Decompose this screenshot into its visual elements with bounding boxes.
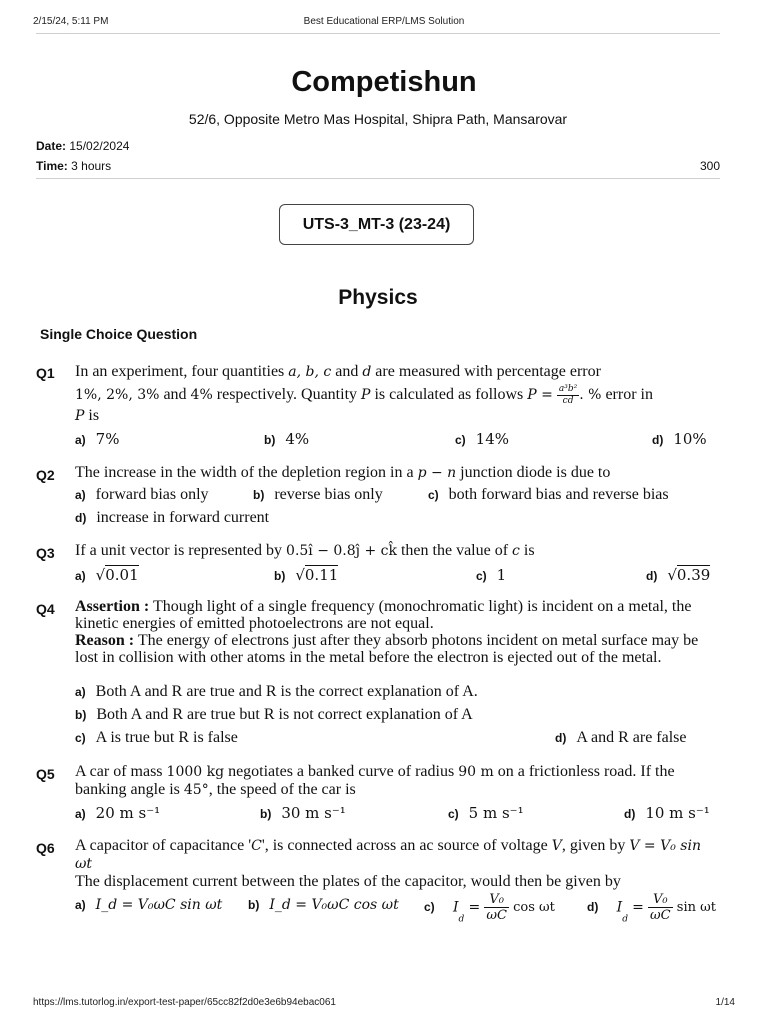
meta-divider: [36, 178, 720, 179]
option-d[interactable]: d) $I_d$ = $\frac{\text{V₀}}{\omega C}$ sin ωt: [587, 892, 716, 925]
institute-address: 52/6, Opposite Metro Mas Hospital, Shipra Path, Mansarovar: [188, 111, 568, 127]
assertion: Assertion : Though light of a single frequency (monochromatic light) is incident on a metal, the kinetic energies of emitted photoelectrons are not equal.: [75, 598, 692, 632]
question-text: [75, 598, 720, 666]
option-c[interactable]: c) 5 m s⁻¹: [448, 804, 524, 822]
reason: Reason : The energy of electrons just after they absorb photons incident on metal surface may be lost in collision with other atoms in the metal before the electron is ejected out of the metal.: [75, 632, 699, 666]
option-d[interactable]: d) A and R are false: [555, 729, 687, 746]
option-c[interactable]: c) both forward bias and reverse bias: [428, 486, 669, 503]
date-row: [36, 139, 129, 153]
option-c[interactable]: c) $I_d$ = $\frac{\text{V₀}}{\omega C}$ cos ωt: [424, 892, 555, 925]
print-title: Best Educational ERP/LMS Solution: [303, 16, 465, 27]
question-label: Q4: [36, 601, 55, 617]
option-b[interactable]: b) 30 m s⁻¹: [260, 804, 346, 822]
fraction: $\frac{\text{V₀}}{\omega C}$: [650, 892, 671, 923]
question-text: In an experiment, four quantities a, b, c and d are measured with percentage error 1%, 2%, 3% and 4% respectively. Quantity P is calculated as follows P = $\frac{\text{a³b²}}{cd}$ . % error in P is: [75, 363, 653, 424]
option-a[interactable]: a) 7%: [75, 430, 120, 448]
fraction: $\frac{\text{a³b²}}{cd}$: [558, 384, 578, 406]
option-a[interactable]: a) 20 m s⁻¹: [75, 804, 161, 822]
print-datetime: 2/15/24, 5:11 PM: [33, 16, 109, 27]
option-d[interactable]: d) 10%: [652, 430, 707, 448]
test-code-box: UTS-3_MT-3 (23-24): [279, 204, 474, 245]
header-divider: [36, 33, 720, 34]
question-text: A car of mass 1000 kg negotiates a banked curve of radius 90 m on a frictionless road. If the banking angle is 45°, the speed of the car is: [75, 763, 675, 798]
option-a[interactable]: a) Both A and R are true and R is the correct explanation of A.: [75, 683, 478, 700]
option-a[interactable]: a) forward bias only: [75, 486, 209, 503]
date-value: 15/02/2024: [69, 139, 130, 153]
fraction: $\frac{\text{V₀}}{\omega C}$: [486, 892, 507, 923]
option-d[interactable]: d) √0.39: [646, 566, 711, 584]
option-a[interactable]: a) I_d = V₀ωC sin ωt: [75, 897, 223, 913]
option-c[interactable]: c) 1: [476, 566, 507, 584]
option-b[interactable]: b) reverse bias only: [253, 486, 383, 503]
option-b[interactable]: b) Both A and R are true but R is not correct explanation of A: [75, 706, 473, 723]
question-label: Q5: [36, 766, 55, 782]
question-label: Q2: [36, 467, 55, 483]
question-text: The increase in the width of the depletion region in a p − n junction diode is due to: [75, 464, 611, 481]
institute-name: Competishun: [291, 66, 477, 98]
question-text: If a unit vector is represented by 0.5î − 0.8ĵ + ck̂ then the value of c is: [75, 542, 535, 559]
option-c[interactable]: c) 14%: [455, 430, 510, 448]
option-a[interactable]: a) √0.01: [75, 566, 139, 584]
option-d[interactable]: d) increase in forward current: [75, 509, 270, 526]
option-b[interactable]: b) 4%: [264, 430, 310, 448]
question-text: A capacitor of capacitance 'C', is connected across an ac source of voltage V, given by V = V₀ sin ωt The displacement current between the plates of the capacitor, would then be given by: [75, 837, 701, 890]
subject-title: Physics: [338, 286, 418, 309]
option-b[interactable]: b) √0.11: [274, 566, 339, 584]
section-title: Single Choice Question: [40, 326, 198, 342]
total-marks: 300: [699, 159, 720, 173]
page-number: 1/14: [715, 997, 735, 1008]
option-c[interactable]: c) A is true but R is false: [75, 729, 238, 746]
time-value: 3 hours: [71, 159, 112, 173]
option-b[interactable]: b) I_d = V₀ωC cos ωt: [248, 897, 399, 913]
option-d[interactable]: d) 10 m s⁻¹: [624, 804, 710, 822]
question-label: Q6: [36, 840, 55, 856]
question-label: Q1: [36, 365, 55, 381]
print-url: https://lms.tutorlog.in/export-test-paper/65cc82f2d0e3e6b94ebac061: [33, 997, 336, 1008]
date-label: Date:: [36, 139, 67, 153]
question-label: Q3: [36, 545, 55, 561]
time-label: Time:: [36, 159, 68, 173]
time-row: [36, 159, 111, 173]
